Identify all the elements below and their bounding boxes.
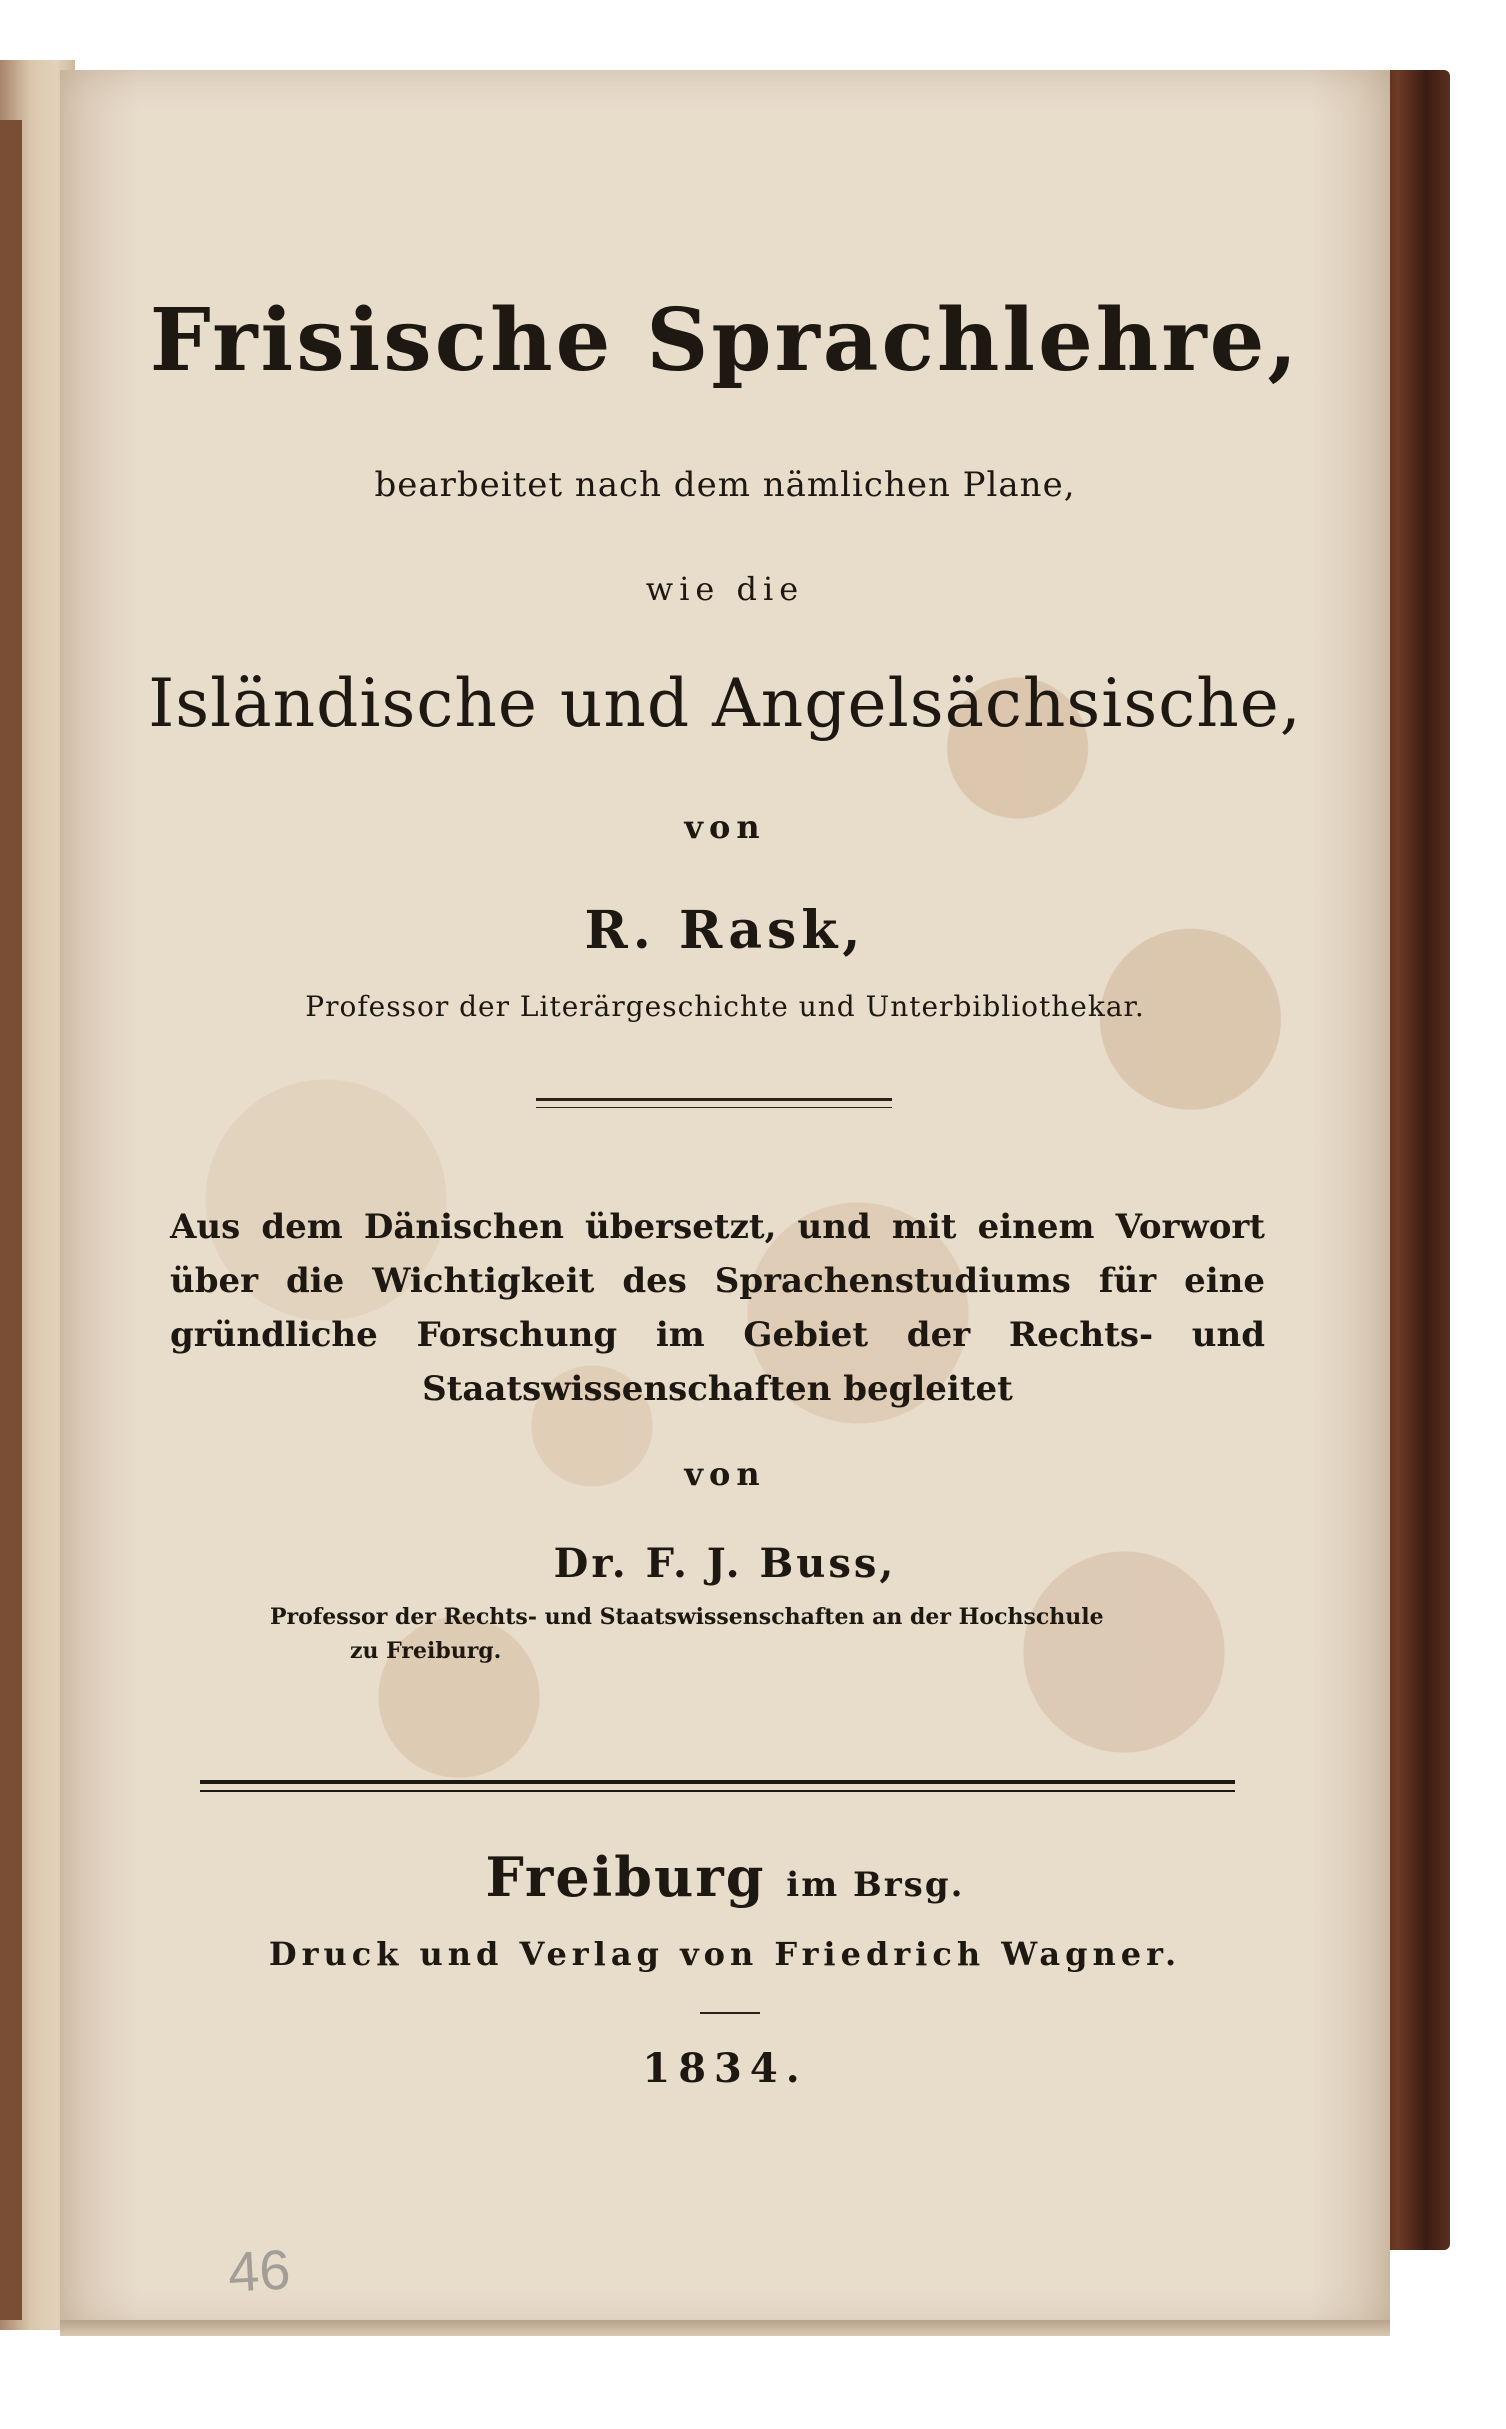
pencil-annotation: 46	[226, 2237, 292, 2304]
by-line-author: von	[684, 808, 766, 846]
divider-tiny	[700, 2012, 760, 2014]
divider-long	[200, 1780, 1235, 1792]
by-line-editor: von	[684, 1455, 766, 1493]
author-name: R. Rask,	[584, 900, 866, 961]
divider-short	[536, 1098, 892, 1108]
imprint-year: 1834.	[642, 2045, 808, 2092]
imprint-printer: Druck und Verlag von Friedrich Wagner.	[268, 1935, 1182, 1973]
editor-affiliation	[270, 1600, 1170, 1668]
editor-affiliation-line-1: Professor der Rechts- und Staatswissenschaften an der Hochschule	[270, 1604, 1104, 1630]
city-suffix: im Brsg.	[786, 1865, 965, 1905]
page-bottom-edge	[60, 2320, 1390, 2336]
book-title: Frisische Sprachlehre,	[149, 290, 1301, 391]
city-name: Freiburg	[485, 1845, 766, 1909]
subtitle-line-1: bearbeitet nach dem nämlichen Plane,	[374, 465, 1076, 505]
imprint-city	[60, 1845, 1390, 1909]
left-cover-edge	[0, 120, 22, 2320]
subtitle-line-3: Isländische und Angelsächsische,	[148, 665, 1302, 742]
translation-note: Aus dem Dänischen übersetzt, und mit einem Vorwort über die Wichtigkeit des Sprachenstudiums für eine gründliche Forschung im Gebiet der Rechts- und Staatswissenschaften begleitet	[170, 1207, 1265, 1409]
subtitle-line-2: wie die	[645, 570, 805, 608]
author-affiliation: Professor der Literärgeschichte und Unterbibliothekar.	[305, 990, 1145, 1023]
editor-affiliation-line-2: zu Freiburg.	[350, 1638, 502, 1664]
editor-name: Dr. F. J. Buss,	[553, 1540, 897, 1587]
